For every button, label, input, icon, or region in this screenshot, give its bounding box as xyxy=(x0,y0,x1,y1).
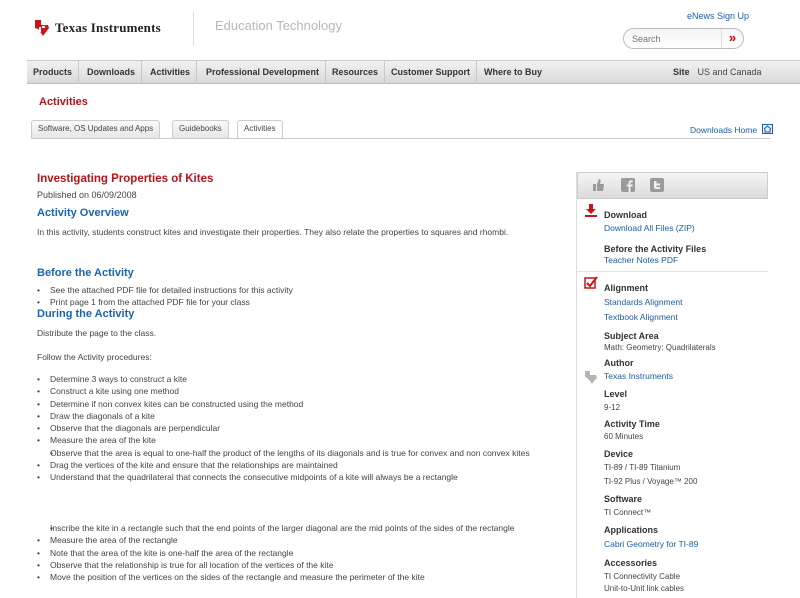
accessories-value-1: TI Connectivity Cable xyxy=(604,572,681,581)
list-item: • Understand that the quadrilateral that connects the consecutive midpoints of a kite will always be a rectangle xyxy=(37,471,532,483)
overview-text: In this activity, students construct kites and investigate their properties. They also relate the properties to squares and rhombi. xyxy=(37,227,509,237)
list-item: • Determine 3 ways to construct a kite xyxy=(37,373,532,385)
site-label: Site xyxy=(673,67,690,77)
sidebar-divider xyxy=(577,271,768,272)
search-submit-button[interactable]: » xyxy=(721,29,743,48)
during-activity-heading: During the Activity xyxy=(37,308,135,320)
search-input[interactable] xyxy=(632,32,722,46)
nav-item-customer-support[interactable]: Customer Support xyxy=(385,61,477,84)
list-item: • See the attached PDF file for detailed instructions for this activity xyxy=(37,284,532,296)
during-text-distribute: Distribute the page to the class. xyxy=(37,328,157,338)
tab-activities[interactable]: Activities xyxy=(237,120,283,139)
list-item: • Observe that the diagonals are perpendicular xyxy=(37,422,532,434)
nav-item-activities[interactable]: Activities xyxy=(144,61,197,84)
list-item: • Determine if non convex kites can be constructed using the method xyxy=(37,398,532,410)
downloads-home-link[interactable]: Downloads Home xyxy=(690,125,758,135)
level-label: Level xyxy=(604,389,628,399)
list-item: • Measure the area of the rectangle xyxy=(37,534,532,546)
download-icon xyxy=(584,203,598,217)
activity-time-label: Activity Time xyxy=(604,419,660,429)
nav-item-professional-development[interactable]: Professional Development xyxy=(200,61,326,84)
checkbox-check-icon xyxy=(584,276,598,290)
list-item: • Inscribe the kite in a rectangle such that the end points of the larger diagonal are the mid points of the sides of the rectangle xyxy=(37,522,532,534)
nav-item-resources[interactable]: Resources xyxy=(326,61,385,84)
tab-underline xyxy=(31,138,771,139)
before-activity-list xyxy=(37,284,532,309)
device-label: Device xyxy=(604,449,634,459)
subject-area-value: Math: Geometry: Quadrilaterals xyxy=(604,343,716,352)
subject-area-label: Subject Area xyxy=(604,331,659,341)
site-selector[interactable] xyxy=(673,61,762,84)
before-activity-heading: Before the Activity xyxy=(37,267,134,279)
list-item: • Observe that the area is equal to one-half the product of the lengths of its diagonals and is true for convex and non convex kites xyxy=(37,447,532,459)
list-item: • Draw the diagonals of a kite xyxy=(37,410,532,422)
tab-software-os-updates[interactable]: Software, OS Updates and Apps xyxy=(31,120,160,138)
site-header xyxy=(0,0,800,58)
list-item: • Drag the vertices of the kite and ensure that the relationships are maintained xyxy=(37,459,532,471)
procedures-list-1 xyxy=(37,373,532,484)
list-item: • Print page 1 from the attached PDF file for your class xyxy=(37,296,532,308)
device-value-2: TI-92 Plus / Voyage™ 200 xyxy=(604,477,698,486)
activity-time-value: 60 Minutes xyxy=(604,432,644,441)
standards-alignment-link[interactable]: Standards Alignment xyxy=(604,297,683,307)
procedures-list-2 xyxy=(37,522,532,583)
page-title: Investigating Properties of Kites xyxy=(37,173,214,185)
software-value: TI Connect™ xyxy=(604,508,652,517)
section-title: Activities xyxy=(39,96,88,108)
texas-state-icon xyxy=(33,18,51,38)
published-date: Published on 06/09/2008 xyxy=(37,190,137,200)
facebook-icon[interactable] xyxy=(620,177,636,193)
list-item: • Note that the area of the kite is one-half the area of the rectangle xyxy=(37,547,532,559)
search-box xyxy=(623,28,744,49)
like-icon[interactable] xyxy=(590,177,606,193)
texas-state-icon xyxy=(584,370,598,384)
download-label: Download xyxy=(604,210,647,220)
applications-label: Applications xyxy=(604,525,659,535)
enews-signup-link[interactable]: eNews Sign Up xyxy=(687,11,750,21)
alignment-label: Alignment xyxy=(604,283,648,293)
teacher-notes-link[interactable]: Teacher Notes PDF xyxy=(604,255,679,265)
social-bar xyxy=(577,172,768,199)
main-nav xyxy=(27,60,800,84)
section-name[interactable]: Education Technology xyxy=(215,18,342,33)
tab-guidebooks[interactable]: Guidebooks xyxy=(172,120,229,138)
nav-item-where-to-buy[interactable]: Where to Buy xyxy=(484,67,543,77)
home-icon[interactable] xyxy=(762,124,773,134)
level-value: 9-12 xyxy=(604,403,621,412)
before-files-label: Before the Activity Files xyxy=(604,244,707,254)
list-item: • Measure the area of the kite xyxy=(37,434,532,446)
site-value: US and Canada xyxy=(697,67,762,77)
tab-bar xyxy=(31,120,771,138)
nav-item-downloads[interactable]: Downloads xyxy=(81,61,142,84)
overview-heading: Activity Overview xyxy=(37,207,129,219)
author-label: Author xyxy=(604,358,634,368)
ti-logo[interactable] xyxy=(33,18,161,38)
twitter-icon[interactable] xyxy=(649,177,665,193)
author-link[interactable]: Texas Instruments xyxy=(604,371,673,381)
during-text-follow: Follow the Activity procedures: xyxy=(37,352,152,362)
list-item: • Move the position of the vertices on the sides of the rectangle and measure the perimeter of the kite xyxy=(37,571,532,583)
download-all-files-link[interactable]: Download All Files (ZIP) xyxy=(604,223,695,233)
device-value-1: TI-89 / TI-89 Titanium xyxy=(604,463,681,472)
brand-name: Texas Instruments xyxy=(55,20,161,35)
activity-sidebar xyxy=(576,172,768,598)
accessories-label: Accessories xyxy=(604,558,658,568)
software-label: Software xyxy=(604,494,643,504)
list-item: • Construct a kite using one method xyxy=(37,385,532,397)
header-divider xyxy=(193,12,194,46)
textbook-alignment-link[interactable]: Textbook Alignment xyxy=(604,312,678,322)
accessories-value-2: Unit-to-Unit link cables xyxy=(604,584,685,593)
cabri-geometry-link[interactable]: Cabri Geometry for TI-89 xyxy=(604,539,699,549)
nav-item-products[interactable]: Products xyxy=(27,61,79,84)
list-item: • Observe that the relationship is true for all location of the vertices of the kite xyxy=(37,559,532,571)
